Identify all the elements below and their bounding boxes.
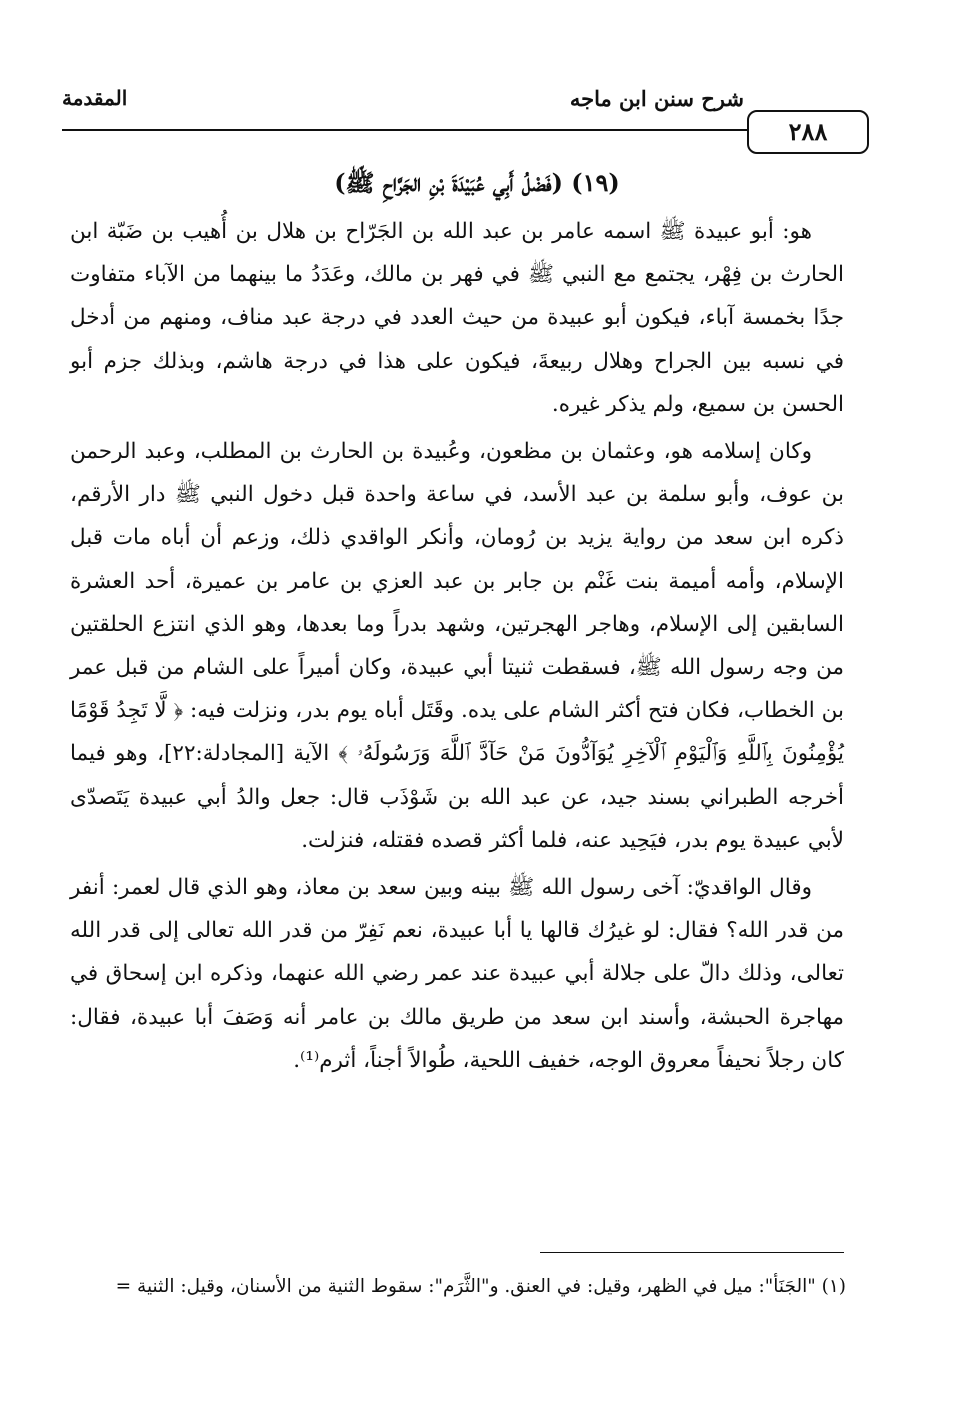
header-rule	[62, 129, 749, 131]
paragraph-2: وكان إسلامه هو، وعثمان بن مظعون، وعُبيدة بن الحارث بن المطلب، وعبد الرحمن بن عوف، وأبو سلمة بن عبد الأسد، في ساعة واحدة قبل دخول النبي ﷺ دار الأرقم، ذكره ابن سعد من رواية يزيد بن رُومان، وأنكر الواقدي ذلك، وزعم أن أباه مات قبل الإسلام، وأمه أميمة بنت غَنْم بن جابر بن عبد العزي بن عامر بن عميرة، أحد العشرة السابقين إلى الإسلام، وهاجر الهجرتين، وشهد بدراً وما بعدها، وهو الذي انتزع الحلقتين من وجه رسول الله ﷺ، فسقطت ثنيتا أبي عبيدة، وكان أميراً على الشام من قبل عمر بن الخطاب، فكان فتح أكثر الشام على يده. وقَتَل أباه يوم بدر، ونزلت فيه: ﴿ لَّا تَجِدُ قَوْمًا يُؤْمِنُونَ بِٱللَّهِ وَٱلْيَوْمِ ٱلْآخِرِ يُوَآدُّونَ مَنْ حَآدَّ ٱللَّهَ وَرَسُولَهُۥ ﴾ الآية [المجادلة:٢٢]، وهو فيما أخرجه الطبراني بسند جيد، عن عبد الله بن شَوْذَب قال: جعل والدُ أبي عبيدة يَتَصدّى لأبي عبيدة يوم بدر، فيَحِيد عنه، فلما أكثر قصده فقتله، فنزلت.	[70, 439, 844, 853]
page-number-box	[747, 110, 869, 154]
footnote-rule	[540, 1252, 844, 1253]
chapter-title: المقدمة	[62, 86, 128, 110]
paragraph-3: وقال الواقديّ: آخى رسول الله ﷺ بينه وبين سعد بن معاذ، وهو الذي قال لعمر: أنفر من قدر الله؟ فقال: لو غيرُك قالها يا أبا عبيدة، نعم نَفِرّ من قدر الله تعالى إلى قدر الله تعالى، وذلك دالّ على جلالة أبي عبيدة عند عمر رضي الله عنهما، وذكره ابن إسحاق في مهاجرة الحبشة، وأسند ابن سعد من طريق مالك بن عامر أنه وَصَفَ أبا عبيدة، فقال: كان رجلاً نحيفاً معروق الوجه، خفيف اللحية، طُوالاً أجناً، أثرم⁽¹⁾.	[70, 875, 844, 1073]
footnote: (١) "الجَنَأ": ميل في الظهر، وقيل: في العنق. و"الثَّرَم": سقوط الثنية من الأسنان، وقيل: الثنية =	[115, 1276, 846, 1297]
body-text	[70, 210, 844, 1082]
book-title: شرح سنن ابن ماجه	[569, 86, 744, 111]
paragraph-1: هو: أبو عبيدة ﷺ اسمه عامر بن عبد الله بن الجَرّاح بن هلال بن أُهيب بن ضَبّة ابن الحارث بن فِهْر، يجتمع مع النبي ﷺ في فهر بن مالك، وعَدَدُ ما بينهما من الآباء متفاوت جدًا بخمسة آباء، فيكون أبو عبيدة من حيث العدد في درجة عبد مناف، ومنهم من أدخل في نسبه بين الجراح وهلال ربيعةَ، فيكون على هذا في درجة هاشم، وبذلك جزم أبو الحسن بن سميع، ولم يذكر غيره.	[70, 219, 844, 417]
section-heading: (١٩) (فَضْلُ أَبِي عُبَيْدَةَ بْنِ الجَرَّاحِ ﷺ)	[334, 168, 620, 197]
page-number: ٢٨٨	[788, 117, 828, 146]
